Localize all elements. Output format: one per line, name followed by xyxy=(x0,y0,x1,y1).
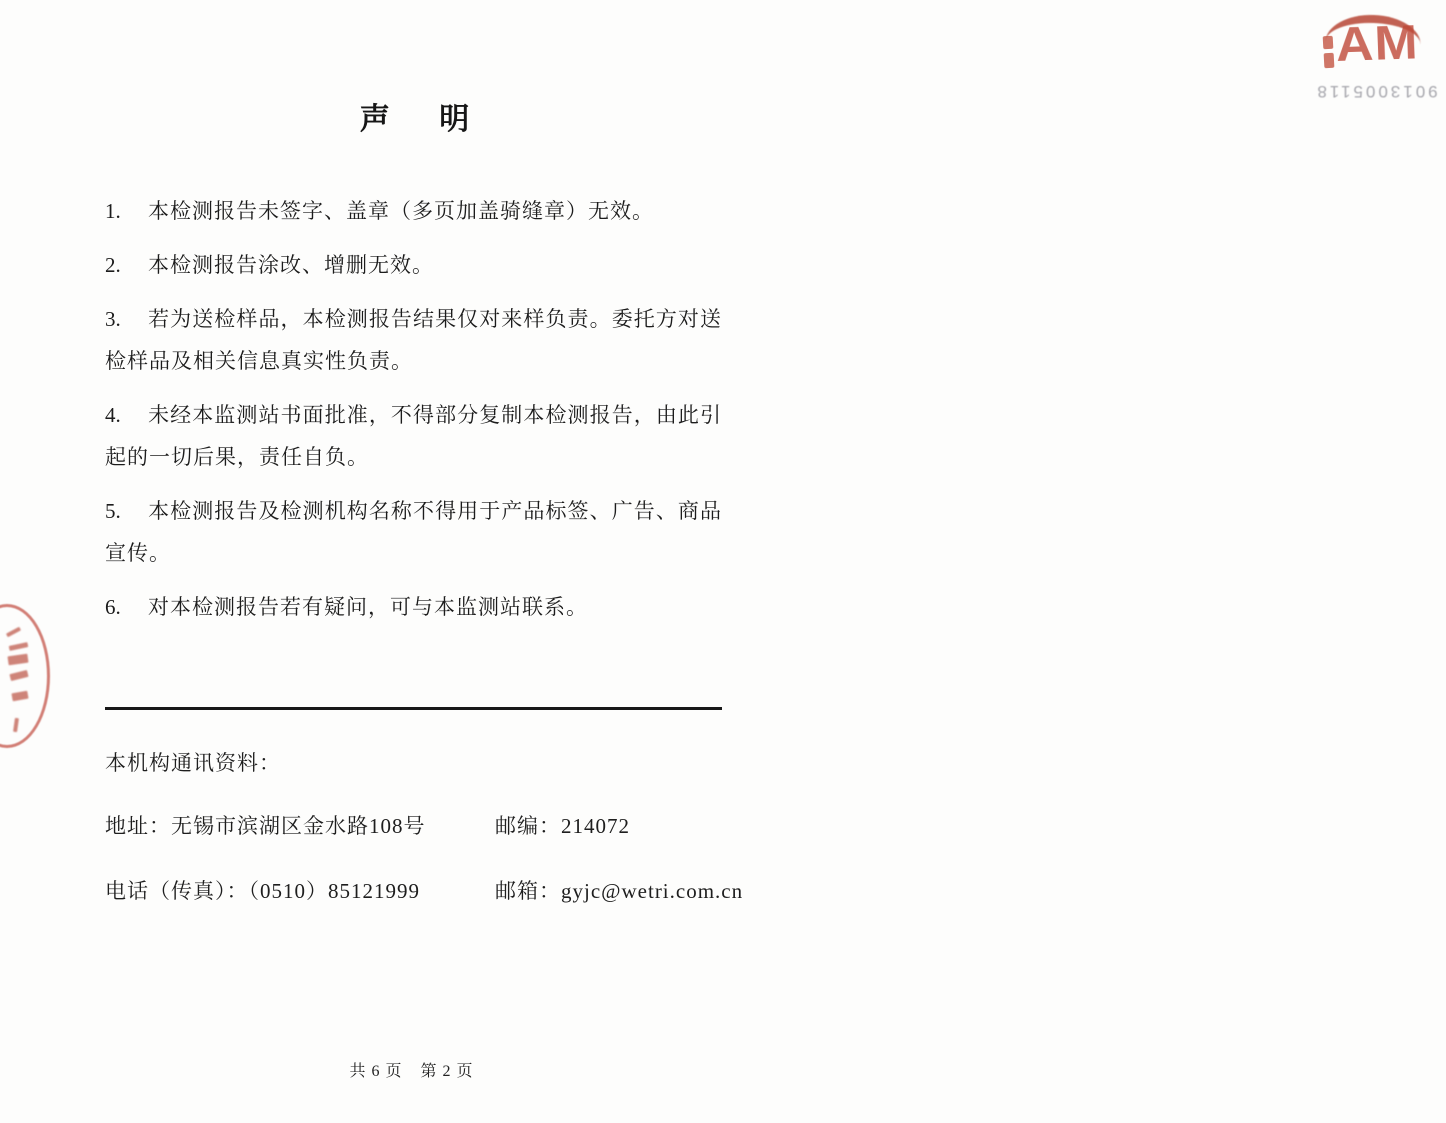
declaration-item-6 xyxy=(105,586,722,628)
email-field xyxy=(495,870,743,912)
stamp-partial-letter-icon xyxy=(1323,36,1334,50)
email-value: gyjc@wetri.com.cn xyxy=(561,879,744,903)
round-seal-fragment xyxy=(0,600,60,750)
item-text: 本检测报告及检测机构名称不得用于产品标签、广告、商品宣传。 xyxy=(105,499,722,565)
declaration-item-3 xyxy=(105,298,722,382)
item-number: 2. xyxy=(105,253,121,277)
item-number: 1. xyxy=(105,199,121,223)
postcode-value: 214072 xyxy=(561,814,630,838)
item-number: 3. xyxy=(105,307,121,331)
declaration-items xyxy=(105,190,722,640)
address-value: 无锡市滨湖区金水路108号 xyxy=(171,814,426,838)
declaration-item-1 xyxy=(105,190,722,232)
declaration-item-5 xyxy=(105,490,722,574)
item-text: 本检测报告涂改、增删无效。 xyxy=(148,253,434,277)
item-text: 若为送检样品，本检测报告结果仅对来样负责。委托方对送检样品及相关信息真实性负责。 xyxy=(105,307,722,373)
address-label: 地址： xyxy=(105,814,171,838)
footer-total-pages: 共 6 页 xyxy=(349,1063,403,1080)
item-text: 本检测报告未签字、盖章（多页加盖骑缝章）无效。 xyxy=(148,199,654,223)
footer-current-page: 第 2 页 xyxy=(420,1063,474,1080)
item-number: 4. xyxy=(105,403,121,427)
declaration-item-2 xyxy=(105,244,722,286)
postcode-field xyxy=(495,805,630,847)
phone-value: （0510）85121999 xyxy=(248,879,420,903)
divider-line xyxy=(105,707,722,710)
address-field xyxy=(105,805,426,847)
stamp-partial-letter-icon xyxy=(1324,53,1335,69)
contact-heading: 本机构通讯资料： xyxy=(105,751,281,775)
phone-field xyxy=(105,870,420,912)
item-text: 未经本监测站书面批准，不得部分复制本检测报告，由此引起的一切后果，责任自负。 xyxy=(105,403,722,469)
declaration-item-4 xyxy=(105,394,722,478)
certification-stamp xyxy=(653,0,1438,115)
phone-label: 电话（传真）： xyxy=(105,879,249,903)
item-number: 5. xyxy=(105,499,121,523)
email-label: 邮箱： xyxy=(495,879,561,903)
item-text: 对本检测报告若有疑问，可与本监测站联系。 xyxy=(148,595,588,619)
stamp-letters: AM xyxy=(1334,16,1420,72)
postcode-label: 邮编： xyxy=(495,814,561,838)
stamp-serial-number: 9013005118 xyxy=(1314,82,1438,101)
page-title: 声 明 xyxy=(359,103,472,137)
footer-page-info xyxy=(0,1058,793,1081)
item-number: 6. xyxy=(105,595,121,619)
